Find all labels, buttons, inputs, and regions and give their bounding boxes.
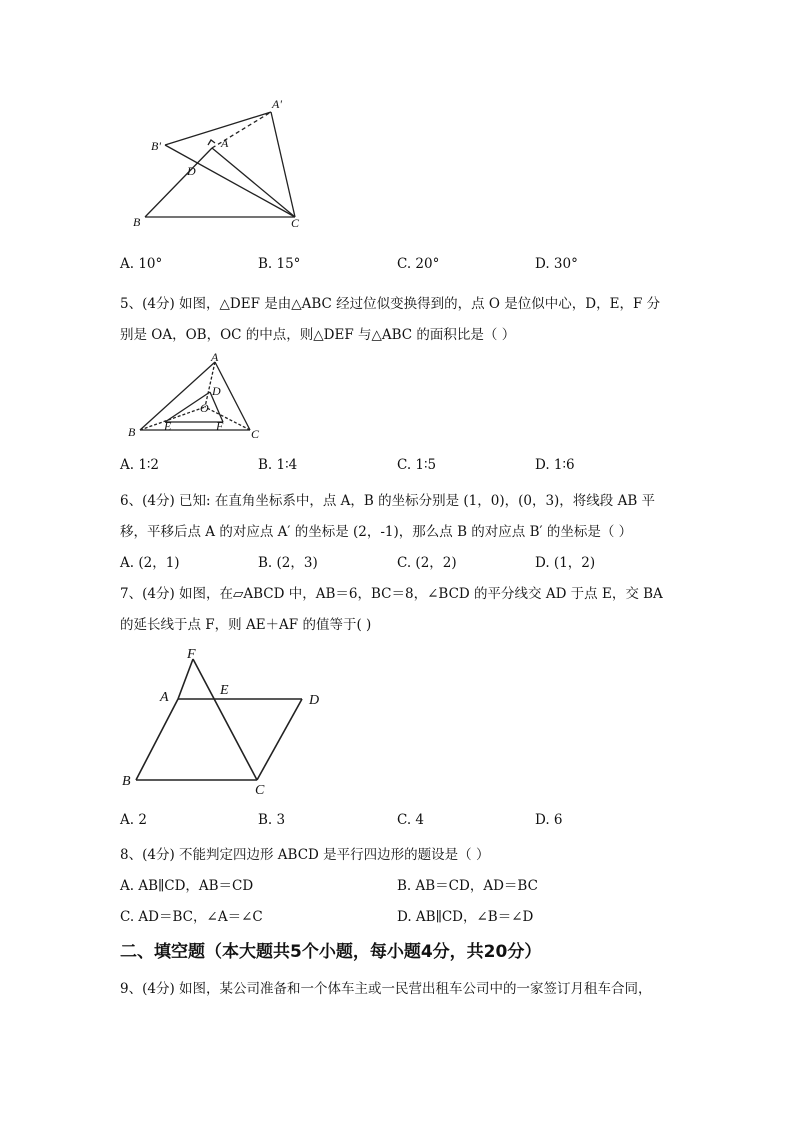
label-c: C	[291, 216, 300, 230]
q7-option-c: C. 4	[397, 812, 425, 828]
label-b: B	[128, 425, 136, 439]
label-d: D	[309, 693, 320, 708]
q4-option-b: B. 15°	[258, 256, 301, 272]
q4-option-c: C. 20°	[397, 256, 440, 272]
label-a-prime: A'	[272, 97, 282, 111]
label-e: E	[220, 683, 229, 698]
label-d: D	[212, 384, 221, 398]
q5-option-c: C. 1∶5	[397, 457, 437, 473]
label-a: A	[211, 350, 219, 364]
q7-option-a: A. 2	[120, 812, 147, 828]
q5-text-line1: 5、(4分) 如图，△DEF 是由△ABC 经过位似变换得到的，点 O 是位似中心，D，E，F 分	[120, 296, 661, 312]
q8-option-c: C. AD＝BC，∠A＝∠C	[120, 909, 263, 925]
q6-text-line2: 移，平移后点 A 的对应点 A′ 的坐标是 (2，-1)，那么点 B 的对应点 B′ 的坐标是（ ）	[120, 524, 633, 540]
label-b-prime: B'	[151, 139, 161, 153]
q6-option-c: C. (2，2)	[397, 555, 457, 571]
label-b: B	[122, 774, 131, 789]
q6-option-d: D. (1，2)	[535, 555, 596, 571]
label-a: A	[221, 136, 229, 150]
label-d: D	[187, 164, 196, 178]
q7-option-d: D. 6	[535, 812, 563, 828]
q5-option-d: D. 1∶6	[535, 457, 575, 473]
label-e: E	[164, 419, 172, 433]
q5-text-line2: 别是 OA，OB，OC 的中点，则△DEF 与△ABC 的面积比是（ ）	[120, 327, 516, 343]
figure-homothety	[120, 350, 270, 442]
q8-text-line1: 8、(4分) 不能判定四边形 ABCD 是平行四边形的题设是（ ）	[120, 847, 490, 863]
label-a: A	[160, 690, 169, 705]
q9-text-line1: 9、(4分) 如图，某公司准备和一个体车主或一民营出租车公司中的一家签订月租车合同，	[120, 981, 652, 997]
label-f: F	[187, 647, 196, 662]
q5-option-a: A. 1∶2	[120, 457, 160, 473]
q7-text-line1: 7、(4分) 如图，在▱ABCD 中，AB＝6，BC＝8，∠BCD 的平分线交 AD 于点 E，交 BA	[120, 586, 663, 602]
q6-text-line1: 6、(4分) 已知: 在直角坐标系中，点 A，B 的坐标分别是 (1，0)，(0，3)，将线段 AB 平	[120, 493, 656, 509]
section-title: 二、填空题（本大题共5个小题，每小题4分，共20分）	[120, 942, 542, 962]
label-o: O	[200, 401, 209, 415]
label-f: F	[216, 419, 224, 433]
q7-text-line2: 的延长线于点 F，则 AE＋AF 的值等于( )	[120, 617, 372, 633]
q4-option-a: A. 10°	[120, 256, 163, 272]
q4-option-d: D. 30°	[535, 256, 578, 272]
q7-option-b: B. 3	[258, 812, 286, 828]
figure-rotated-triangle	[125, 95, 325, 235]
label-c: C	[251, 427, 260, 441]
figure-parallelogram	[115, 645, 335, 800]
q6-option-a: A. (2，1)	[120, 555, 180, 571]
q6-option-b: B. (2，3)	[258, 555, 318, 571]
label-c: C	[255, 783, 265, 798]
q5-option-b: B. 1∶4	[258, 457, 298, 473]
q8-option-b: B. AB＝CD，AD＝BC	[397, 878, 538, 894]
q8-option-a: A. AB∥CD，AB＝CD	[120, 878, 254, 894]
q8-option-d: D. AB∥CD，∠B＝∠D	[397, 909, 534, 925]
label-b: B	[133, 215, 141, 229]
